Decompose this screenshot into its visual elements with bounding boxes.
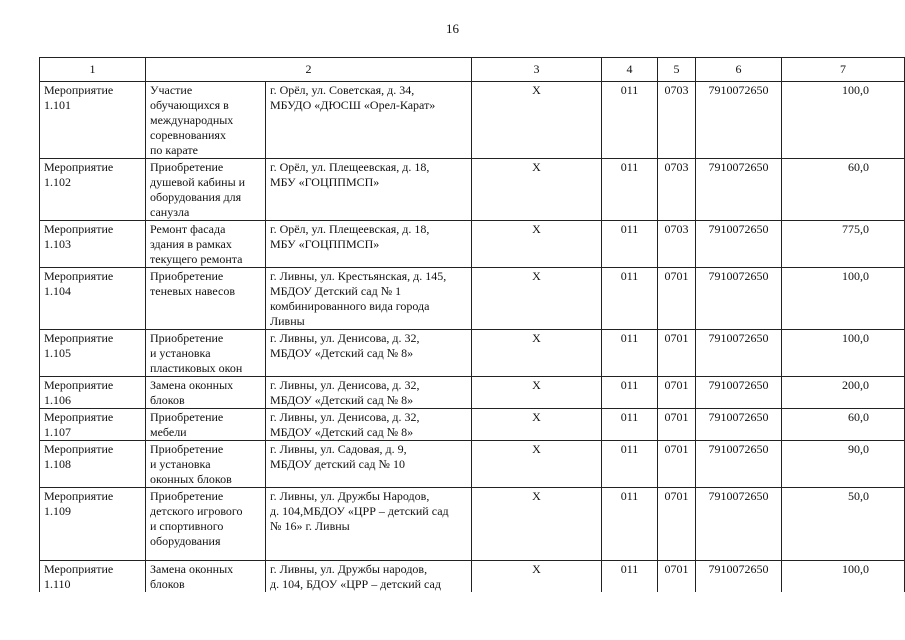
col5-cell: 0701 xyxy=(658,409,696,441)
activity-cell: Мероприятие 1.107 xyxy=(40,409,146,441)
col6-cell: 7910072650 xyxy=(696,330,782,377)
table-row xyxy=(40,221,905,268)
header-col-2: 2 xyxy=(146,58,472,82)
address-cell: г. Ливны, ул. Денисова, д. 32, МБДОУ «Детский сад № 8» xyxy=(266,409,472,441)
table-row xyxy=(40,377,905,409)
table-row xyxy=(40,330,905,377)
header-col-6: 6 xyxy=(696,58,782,82)
activity-cell: Мероприятие 1.101 xyxy=(40,82,146,159)
col4-cell: 011 xyxy=(602,561,658,593)
activity-cell: Мероприятие 1.106 xyxy=(40,377,146,409)
col4-cell: 011 xyxy=(602,268,658,330)
header-col-1: 1 xyxy=(40,58,146,82)
col3-cell: Х xyxy=(472,159,602,221)
col5-cell: 0703 xyxy=(658,82,696,159)
name-cell: Приобретение и установка оконных блоков xyxy=(146,441,266,488)
address-cell: г. Орёл, ул. Плещеевская, д. 18, МБУ «ГОЦППМСП» xyxy=(266,221,472,268)
name-cell: Приобретение мебели xyxy=(146,409,266,441)
col3-cell: Х xyxy=(472,221,602,268)
col4-cell: 011 xyxy=(602,377,658,409)
col3-cell: Х xyxy=(472,409,602,441)
col7-cell: 100,0 xyxy=(782,82,905,159)
col6-cell: 7910072650 xyxy=(696,441,782,488)
name-cell: Замена оконных блоков xyxy=(146,561,266,593)
col5-cell: 0701 xyxy=(658,561,696,593)
col5-cell: 0701 xyxy=(658,268,696,330)
activity-cell: Мероприятие 1.102 xyxy=(40,159,146,221)
col3-cell: Х xyxy=(472,488,602,561)
name-cell: Приобретение душевой кабины и оборудования для санузла xyxy=(146,159,266,221)
col4-cell: 011 xyxy=(602,409,658,441)
activity-cell: Мероприятие 1.105 xyxy=(40,330,146,377)
address-cell: г. Ливны, ул. Садовая, д. 9, МБДОУ детский сад № 10 xyxy=(266,441,472,488)
budget-table xyxy=(39,57,905,592)
col5-cell: 0701 xyxy=(658,488,696,561)
col7-cell: 200,0 xyxy=(782,377,905,409)
col4-cell: 011 xyxy=(602,441,658,488)
col6-cell: 7910072650 xyxy=(696,561,782,593)
address-cell: г. Ливны, ул. Денисова, д. 32, МБДОУ «Детский сад № 8» xyxy=(266,377,472,409)
table-row xyxy=(40,441,905,488)
col5-cell: 0703 xyxy=(658,159,696,221)
col5-cell: 0701 xyxy=(658,441,696,488)
col6-cell: 7910072650 xyxy=(696,159,782,221)
col3-cell: Х xyxy=(472,330,602,377)
activity-cell: Мероприятие 1.104 xyxy=(40,268,146,330)
col6-cell: 7910072650 xyxy=(696,82,782,159)
header-row xyxy=(40,58,905,82)
name-cell: Приобретение и установка пластиковых окон xyxy=(146,330,266,377)
table-row xyxy=(40,82,905,159)
name-cell: Замена оконных блоков xyxy=(146,377,266,409)
table-row xyxy=(40,159,905,221)
table-row xyxy=(40,561,905,593)
address-cell: г. Ливны, ул. Денисова, д. 32, МБДОУ «Детский сад № 8» xyxy=(266,330,472,377)
header-col-4: 4 xyxy=(602,58,658,82)
address-cell: г. Ливны, ул. Крестьянская, д. 145, МБДОУ Детский сад № 1 комбинированного вида города Ливны xyxy=(266,268,472,330)
col5-cell: 0701 xyxy=(658,330,696,377)
col6-cell: 7910072650 xyxy=(696,409,782,441)
col3-cell: Х xyxy=(472,268,602,330)
col6-cell: 7910072650 xyxy=(696,268,782,330)
address-cell: г. Ливны, ул. Дружбы народов, д. 104, БДОУ «ЦРР – детский сад xyxy=(266,561,472,593)
header-col-5: 5 xyxy=(658,58,696,82)
activity-cell: Мероприятие 1.103 xyxy=(40,221,146,268)
col4-cell: 011 xyxy=(602,488,658,561)
table-row xyxy=(40,488,905,561)
col3-cell: Х xyxy=(472,441,602,488)
name-cell: Участие обучающихся в международных соревнованиях по карате xyxy=(146,82,266,159)
name-cell: Приобретение теневых навесов xyxy=(146,268,266,330)
col4-cell: 011 xyxy=(602,330,658,377)
col6-cell: 7910072650 xyxy=(696,377,782,409)
col4-cell: 011 xyxy=(602,82,658,159)
activity-cell: Мероприятие 1.108 xyxy=(40,441,146,488)
address-cell: г. Орёл, ул. Плещеевская, д. 18, МБУ «ГОЦППМСП» xyxy=(266,159,472,221)
name-cell: Ремонт фасада здания в рамках текущего ремонта xyxy=(146,221,266,268)
col7-cell: 100,0 xyxy=(782,268,905,330)
col5-cell: 0701 xyxy=(658,377,696,409)
col7-cell: 100,0 xyxy=(782,561,905,593)
header-col-3: 3 xyxy=(472,58,602,82)
col3-cell: Х xyxy=(472,561,602,593)
table-row xyxy=(40,268,905,330)
page-number: 16 xyxy=(446,21,459,36)
col3-cell: Х xyxy=(472,377,602,409)
col4-cell: 011 xyxy=(602,159,658,221)
table-row xyxy=(40,409,905,441)
col7-cell: 60,0 xyxy=(782,159,905,221)
name-cell: Приобретение детского игрового и спортивного оборудования xyxy=(146,488,266,561)
address-cell: г. Орёл, ул. Советская, д. 34, МБУДО «ДЮСШ «Орел-Карат» xyxy=(266,82,472,159)
col7-cell: 50,0 xyxy=(782,488,905,561)
col6-cell: 7910072650 xyxy=(696,221,782,268)
col7-cell: 775,0 xyxy=(782,221,905,268)
col7-cell: 60,0 xyxy=(782,409,905,441)
activity-cell: Мероприятие 1.110 xyxy=(40,561,146,593)
col5-cell: 0703 xyxy=(658,221,696,268)
header-col-7: 7 xyxy=(782,58,905,82)
activity-cell: Мероприятие 1.109 xyxy=(40,488,146,561)
col3-cell: Х xyxy=(472,82,602,159)
address-cell: г. Ливны, ул. Дружбы Народов, д. 104,МБДОУ «ЦРР – детский сад № 16» г. Ливны xyxy=(266,488,472,561)
col7-cell: 90,0 xyxy=(782,441,905,488)
col4-cell: 011 xyxy=(602,221,658,268)
col6-cell: 7910072650 xyxy=(696,488,782,561)
col7-cell: 100,0 xyxy=(782,330,905,377)
